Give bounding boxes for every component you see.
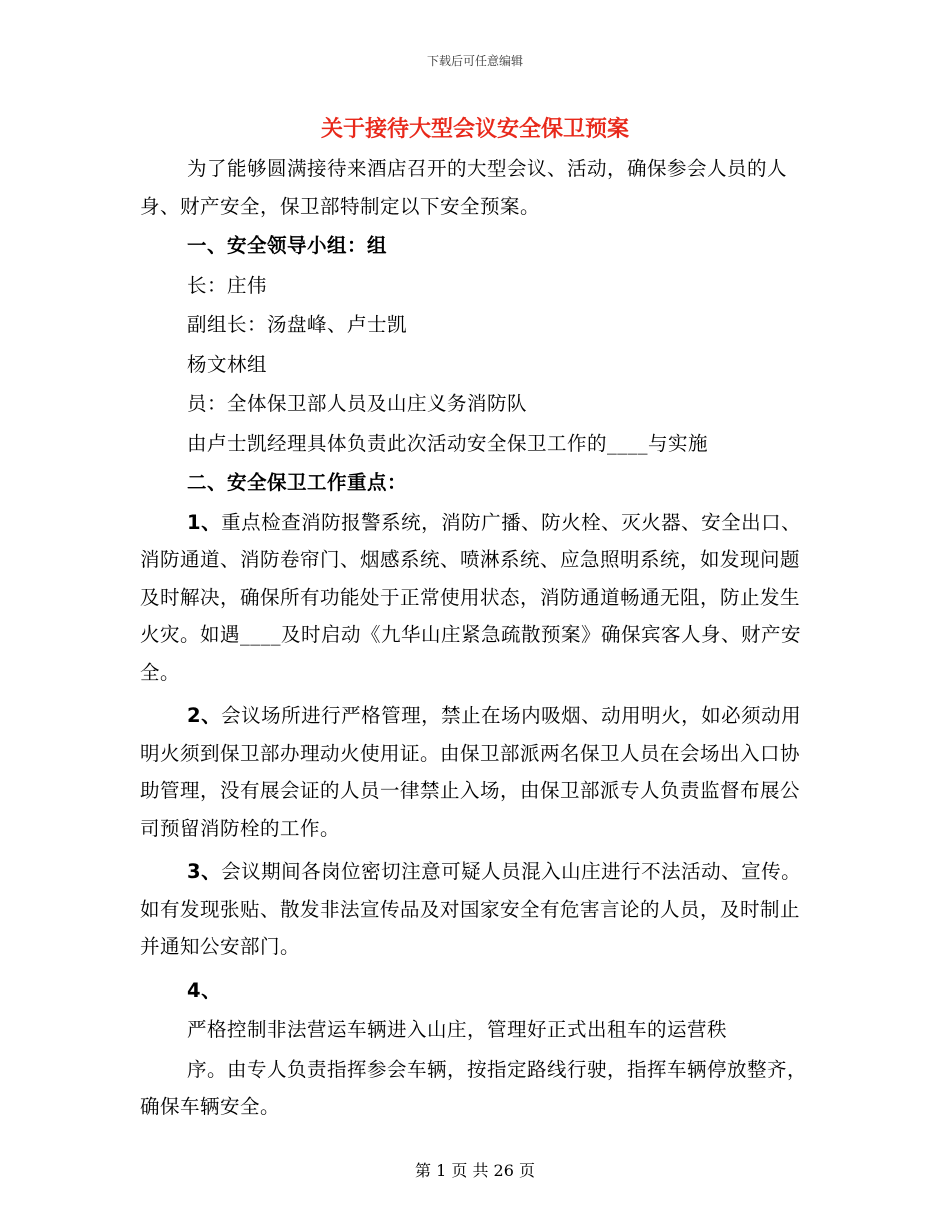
- members-line: 员：全体保卫部人员及山庄义务消防队: [187, 392, 528, 415]
- intro-paragraph: 为了能够圆满接待来酒店召开的大型会议、活动，确保参会人员的人身、财产安全，保卫部特制定以下安全预案。: [140, 157, 788, 218]
- item4-number: 4、: [187, 978, 222, 1002]
- item2-text: 会议场所进行严格管理，禁止在场内吸烟、动用明火，如必须动用明火须到保卫部办理动火使用证。由保卫部派两名保卫人员在会场出入口协助管理，没有展会证的人员一律禁止入场，由保卫部派专人负责监督布展公司预留消防栓的工作。: [140, 704, 802, 840]
- page-header-note: 下载后可任意编辑: [426, 54, 523, 68]
- item3-text: 会议期间各岗位密切注意可疑人员混入山庄进行不法活动、宣传。如有发现张贴、散发非法宣传品及对国家安全有危害言论的人员，及时制止并通知公安部门。: [140, 860, 802, 958]
- item2-paragraph: [140, 697, 810, 847]
- item3-paragraph: [140, 853, 810, 966]
- item4-line1: 严格控制非法营运车辆进入山庄，管理好正式出租车的运营秩: [187, 1018, 728, 1041]
- section2-heading: 二、安全保卫工作重点：: [187, 471, 408, 494]
- deputy-line: 副组长：汤盘峰、卢士凯: [187, 313, 408, 336]
- item3-number: 3、: [187, 860, 222, 883]
- item2-number: 2、: [187, 704, 222, 727]
- item1-number: 1、: [187, 510, 222, 534]
- responsible-line: 由卢士凯经理具体负责此次活动安全保卫工作的____与实施: [187, 431, 709, 455]
- page-footer: 第 1 页 共 26 页: [415, 1161, 535, 1180]
- leader-line: 长：庄伟: [187, 273, 268, 297]
- document-title: 关于接待大型会议安全保卫预案: [320, 117, 629, 142]
- member-line: 杨文林组: [187, 352, 268, 376]
- section1-heading: 一、安全领导小组：组: [187, 234, 388, 257]
- item1-text: 重点检查消防报警系统，消防广播、防火栓、灭火器、安全出口、消防通道、消防卷帘门、烟感系统、喷淋系统、应急照明系统，如发现问题及时解决，确保所有功能处于正常使用状态，消防通道畅通无阻，防止发生火灾。如遇____及时启动《九华山庄紧急疏散预案》确保宾客人身、财产安全。: [140, 510, 802, 684]
- item1-paragraph: [140, 504, 810, 692]
- document-body: [140, 150, 810, 1128]
- item4-line2: 序。由专人负责指挥参会车辆，按指定路线行驶，指挥车辆停放整齐，确保车辆安全。: [140, 1057, 808, 1118]
